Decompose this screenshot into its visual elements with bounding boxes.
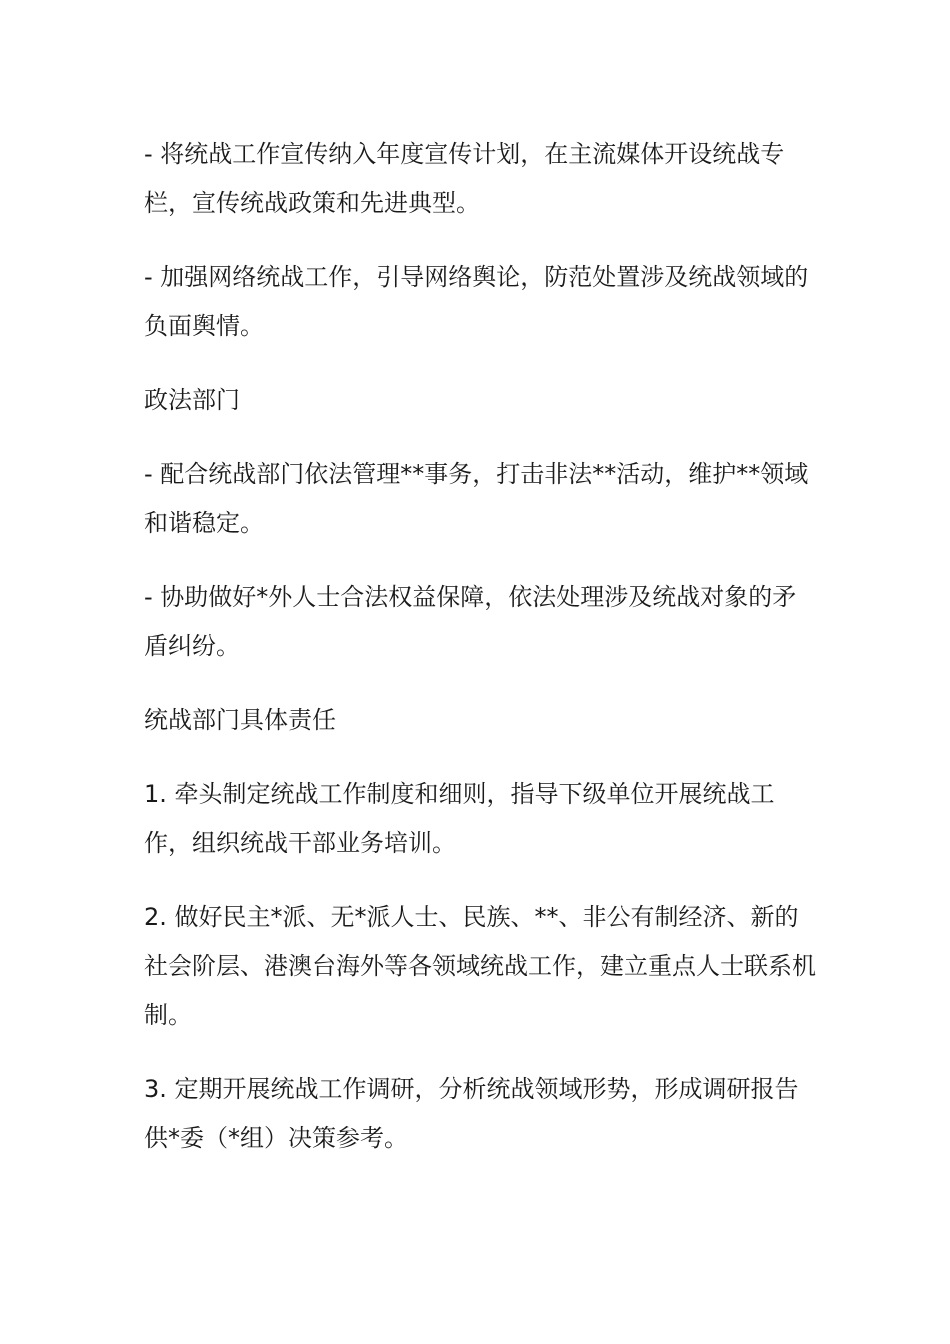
paragraph-network-work: - 加强网络统战工作，引导网络舆论，防范处置涉及统战领域的负面舆情。: [144, 263, 809, 340]
paragraph-legal-management: - 配合统战部门依法管理**事务，打击非法**活动，维护**领域和谐稳定。: [144, 460, 809, 537]
list-item-3: 3. 定期开展统战工作调研，分析统战领域形势，形成调研报告供*委（*组）决策参考。: [144, 1075, 799, 1152]
section-heading-united-front-duties: 统战部门具体责任: [144, 706, 336, 734]
paragraph-media-publicity: - 将统战工作宣传纳入年度宣传计划，在主流媒体开设统战专栏，宣传统战政策和先进典型。: [144, 140, 785, 217]
section-heading-political-legal: 政法部门: [144, 386, 240, 414]
paragraph-rights-protection: - 协助做好*外人士合法权益保障，依法处理涉及统战对象的矛盾纠纷。: [144, 583, 797, 660]
document-body: [144, 130, 816, 1188]
list-item-2: 2. 做好民主*派、无*派人士、民族、**、非公有制经济、新的社会阶层、港澳台海外等各领域统战工作，建立重点人士联系机制。: [144, 903, 816, 1029]
list-item-1: 1. 牵头制定统战工作制度和细则，指导下级单位开展统战工作，组织统战干部业务培训。: [144, 780, 775, 857]
